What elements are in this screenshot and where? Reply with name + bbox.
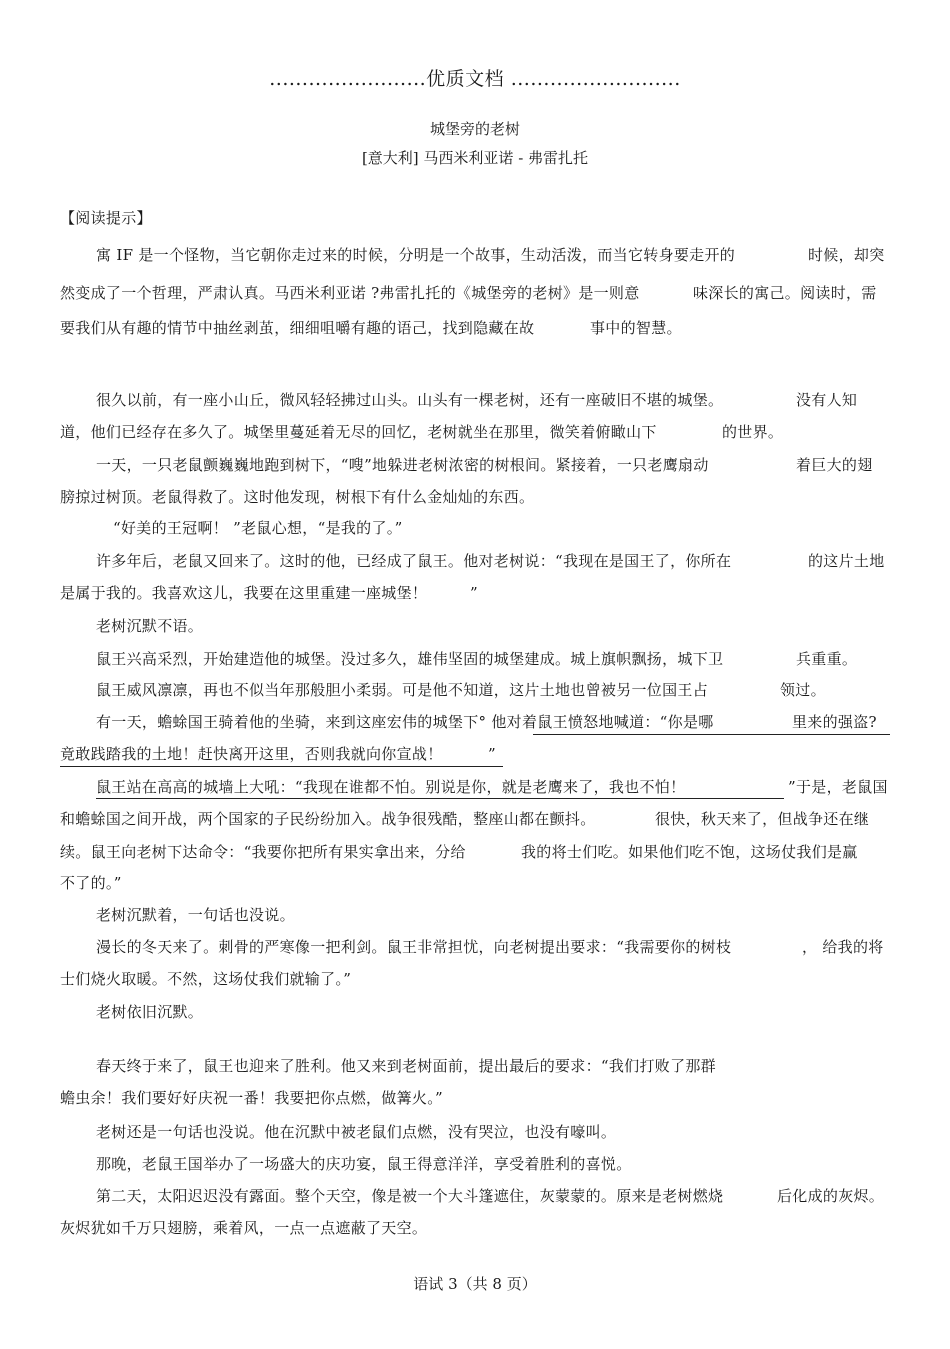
story-line: 我的将士们吃。如果他们吃不饱，这场仗我们是赢 [521,843,858,861]
story-line: 鼠王兴高采烈，开始建造他的城堡。没过多久，雄伟坚固的城堡建成。城上旗帜飘扬，城下卫 [96,650,724,668]
story-line: 老树还是一句话也没说。他在沉默中被老鼠们点燃，没有哭泣，也没有嚎叫。 [96,1123,617,1141]
story-line: 老树沉默着，一句话也没说。 [96,906,295,924]
story-line: 不了的。” [60,874,122,892]
story-line: 鼠王站在高高的城墙上大吼：“我现在谁都不怕。别说是你，就是老鹰来了，我也不怕！ [96,778,686,796]
story-line: 士们烧火取暖。不然，这场仗我们就输了。” [60,970,352,988]
story-line: 很快，秋天来了，但战争还在继 [655,810,870,828]
story-line: 一天，一只老鼠颤巍巍地跑到树下，“嗖”地躲进老树浓密的树根间。紧接着，一只老鹰扇动 [96,456,709,474]
hint-line: 然变成了一个哲理，严肃认真。马西米利亚诺 ?弗雷扎托的《城堡旁的老树》是一则意 [60,284,640,302]
story-line: 许多年后，老鼠又回来了。这时的他，已经成了鼠王。他对老树说：“我现在是国王了，你所在 [96,552,732,570]
story-line: 是属于我的。我喜欢这儿，我要在这里重建一座城堡！ [60,584,428,602]
hint-line: 时候，却突 [808,246,885,264]
story-line: 后化成的灰烬。 [777,1187,885,1205]
underline-mark [533,734,890,735]
story-line: 领过。 [780,681,826,699]
story-line: 竟敢践踏我的土地！赶快离开这里，否则我就向你宣战！ [60,745,443,763]
story-line: 蟾虫余！我们要好好庆祝一番！我要把你点燃，做篝火。” [60,1089,443,1107]
story-line: 第二天，太阳迟迟没有露面。整个天空，像是被一个大斗篷遮住，灰蒙蒙的。原来是老树燃烧 [96,1187,724,1205]
page-number: 语试 3（共 8 页） [413,1275,537,1293]
story-line: 春天终于来了，鼠王也迎来了胜利。他又来到老树面前，提出最后的要求：“我们打败了那群 [96,1057,716,1075]
story-line: “好美的王冠啊！ ”老鼠心想，“是我的了。” [113,519,403,537]
story-line: 没有人知 [796,391,858,409]
underline-mark [96,798,784,799]
hint-heading: 【阅读提示】 [60,209,152,227]
hint-line: 寓 IF 是一个怪物，当它朝你走过来的时候，分明是一个故事，生动活泼，而当它转身要走开的 [96,246,736,264]
story-line: 着巨大的翅 [796,456,873,474]
story-line: ， 给我的将 [802,938,884,956]
story-line: 道，他们已经存在多久了。城堡里蔓延着无尽的回忆，老树就坐在那里，微笑着俯瞰山下 [60,423,657,441]
hint-line: 要我们从有趣的情节中抽丝剥茧，细细咀嚼有趣的语己，找到隐藏在故 [60,319,535,337]
story-line: 膀掠过树顶。老鼠得救了。这时他发现，树根下有什么金灿灿的东西。 [60,488,535,506]
story-author: [意大利] 马西米利亚诺 - 弗雷扎托 [361,149,589,167]
story-line: 灰烬犹如千万只翅膀，乘着风，一点一点遮蔽了天空。 [60,1219,428,1237]
story-line: 老树依旧沉默。 [96,1003,204,1021]
story-line: 的世界。 [722,423,784,441]
story-line: 老树沉默不语。 [96,617,204,635]
story-line: 漫长的冬天来了。刺骨的严寒像一把利剑。鼠王非常担忧，向老树提出要求：“我需要你的树枝 [96,938,732,956]
story-line: 很久以前，有一座小山丘，微风轻轻拂过山头。山头有一棵老树，还有一座破旧不堪的城堡。 [96,391,724,409]
hint-line: 味深长的寓己。阅读时，需 [693,284,877,302]
underline-mark [60,766,503,767]
story-line: 续。鼠王向老树下达命令：“我要你把所有果实拿出来，分给 [60,843,466,861]
story-line: 那晚，老鼠王国举办了一场盛大的庆功宴，鼠王得意洋洋，享受着胜利的喜悦。 [96,1155,632,1173]
story-line: 鼠王威风凛凛，再也不似当年那般胆小柔弱。可是他不知道，这片土地也曾被另一位国王占 [96,681,709,699]
story-line: 有一天，蟾蜍国王骑着他的坐骑，来到这座宏伟的城堡下° 他对着鼠王愤怒地喊道：“你是哪 [96,713,714,731]
story-title: 城堡旁的老树 [429,120,520,138]
story-line: ” [470,584,478,602]
story-line: 里来的强盗? [792,713,877,731]
story-line: ” [488,745,496,763]
story-line: 的这片土地 [808,552,885,570]
story-line: 和蟾蜍国之间开战，两个国家的子民纷纷加入。战争很残酷，整座山都在颤抖。 [60,810,596,828]
hint-line: 事中的智慧。 [590,319,682,337]
header-banner: ........................优质文档 .......................... [269,68,681,90]
story-line: 兵重重。 [796,650,858,668]
story-line: ”于是，老鼠国 [788,778,888,796]
